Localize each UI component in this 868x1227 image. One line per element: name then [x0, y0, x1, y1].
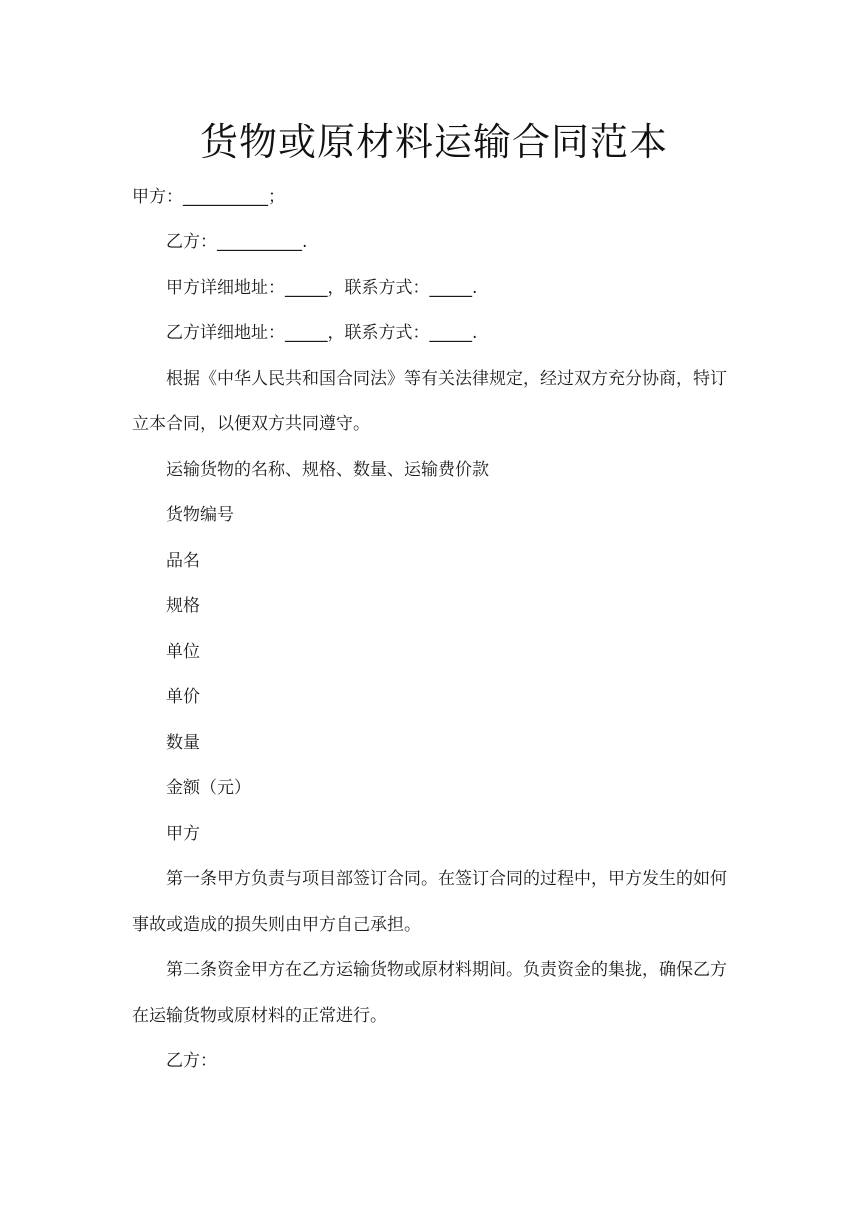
- party-b-address-line: 乙方详细地址：_____，联系方式：_____.: [166, 323, 478, 343]
- field-specification: 规格: [166, 596, 200, 616]
- party-b-line: 乙方：__________.: [166, 232, 308, 252]
- clause-1-line-2: 事故或造成的损失则由甲方自己承担。: [132, 915, 421, 935]
- party-a-address-line: 甲方详细地址：_____，联系方式：_____.: [166, 278, 478, 298]
- party-b-section-heading: 乙方：: [166, 1051, 217, 1071]
- clause-1-line-1: 第一条甲方负责与项目部签订合同。在签订合同的过程中，甲方发生的如何: [166, 869, 727, 889]
- field-goods-number: 货物编号: [166, 505, 234, 525]
- field-unit-price: 单价: [166, 687, 200, 707]
- field-quantity: 数量: [166, 733, 200, 753]
- clause-2-line-2: 在运输货物或原材料的正常进行。: [132, 1006, 387, 1026]
- party-a-section-heading: 甲方: [166, 824, 200, 844]
- field-product-name: 品名: [166, 551, 200, 571]
- preamble-line-2: 立本合同，以便双方共同遵守。: [132, 414, 370, 434]
- document-title: 货物或原材料运输合同范本: [199, 120, 668, 164]
- goods-heading: 运输货物的名称、规格、数量、运输费价款: [166, 460, 489, 480]
- field-unit: 单位: [166, 642, 200, 662]
- preamble-line-1: 根据《中华人民共和国合同法》等有关法律规定，经过双方充分协商，特订: [166, 369, 727, 389]
- clause-2-line-1: 第二条资金甲方在乙方运输货物或原材料期间。负责资金的集拢，确保乙方: [166, 960, 727, 980]
- field-amount: 金额（元）: [166, 778, 251, 798]
- party-a-line: 甲方：__________；: [132, 187, 285, 207]
